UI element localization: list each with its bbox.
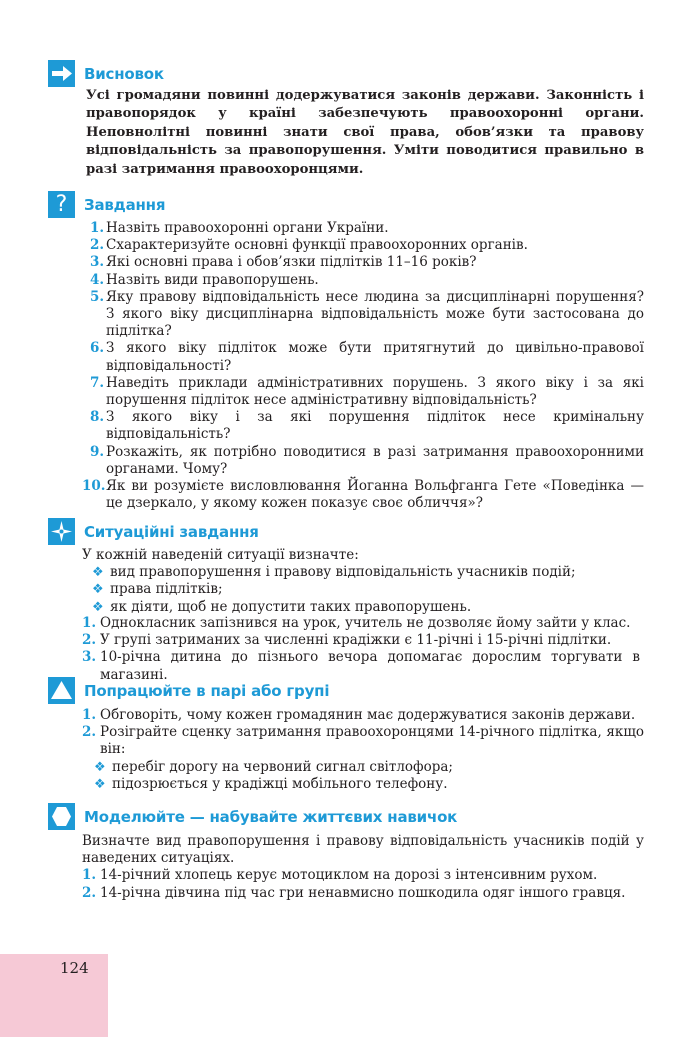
diamond-bullet-icon: ❖ bbox=[92, 599, 104, 615]
diamond-bullet-icon: ❖ bbox=[92, 565, 104, 581]
modeling-intro: Визначте вид правопорушення і правову відповідальність учасників подій у наведених ситуаціях. bbox=[82, 833, 644, 867]
pair-work-header bbox=[48, 677, 329, 704]
question-icon: ? bbox=[48, 191, 75, 218]
situational-list bbox=[82, 615, 640, 684]
diamond-bullet-icon: ❖ bbox=[92, 582, 104, 598]
list-item: 8. З якого віку і за які порушення підліток несе кримінальну відповідальність? bbox=[90, 409, 644, 443]
triangle-icon bbox=[48, 677, 75, 704]
modeling-header bbox=[48, 803, 457, 830]
conclusion-header bbox=[48, 60, 164, 87]
conclusion-title: Висновок bbox=[84, 64, 164, 83]
list-item: 4. Назвіть види правопорушень. bbox=[90, 271, 319, 288]
list-item: 1. Обговоріть, чому кожен громадянин має додержуватися законів держави. bbox=[82, 707, 636, 723]
page-corner-decoration bbox=[0, 954, 108, 1037]
situational-body bbox=[82, 547, 644, 616]
tasks-header bbox=[48, 191, 165, 218]
list-item: 3. Які основні права і обов’язки підлітків 11–16 років? bbox=[90, 254, 477, 271]
list-item: 9. Розкажіть, як потрібно поводитися в разі затримання правоохоронними органами. Чому? bbox=[90, 443, 644, 477]
diamond-bullet-icon: ❖ bbox=[94, 776, 106, 792]
list-item: ❖ перебіг дорогу на червоний сигнал світлофора; bbox=[94, 758, 453, 775]
situational-bullets bbox=[82, 564, 644, 616]
list-item: 10. Як ви розумієте висловлювання Йоганна Вольфганга Гете «Поведінка — це дзеркало, у якому кожен показує своє обличчя»? bbox=[82, 478, 644, 512]
list-item: 6. З якого віку підліток може бути притягнутий до цивільно-правової відповідальності? bbox=[90, 340, 644, 374]
conclusion-text: Усі громадяни повинні додержуватися законів держави. Законність і правопорядок у країні забезпечують правоохоронні органи. Неповнолітні повинні знати свої права, обов’язки та правову відповідальність за правопорушення. Уміти поводитися правильно в разі затримання правоохоронцями. bbox=[86, 88, 644, 177]
list-item: ❖ вид правопорушення і правову відповідальність учасників подій; bbox=[92, 564, 576, 581]
list-item: 1. 14-річний хлопець керує мотоциклом на дорозі з інтенсивним рухом. bbox=[82, 867, 598, 884]
modeling-title: Моделюйте — набувайте життєвих навичок bbox=[84, 807, 458, 826]
compass-star-icon bbox=[48, 518, 75, 545]
pair-work-body bbox=[82, 707, 644, 793]
list-item: 3. 10-річна дитина до пізнього вечора допомагає дорослим торгувати в магазині. bbox=[82, 649, 640, 683]
pair-work-list bbox=[82, 707, 644, 759]
list-item: 2. Схарактеризуйте основні функції правоохоронних органів. bbox=[90, 237, 528, 254]
situational-header bbox=[48, 518, 259, 545]
modeling-body bbox=[82, 833, 644, 902]
modeling-list bbox=[82, 867, 644, 901]
situational-intro: У кожній наведеній ситуації визначте: bbox=[82, 547, 359, 563]
list-item: 7. Наведіть приклади адміністративних порушень. З якого віку і за які порушення підліток несе адміністративну відповідальність? bbox=[90, 374, 644, 409]
list-item: ❖ права підлітків; bbox=[92, 581, 223, 598]
diamond-bullet-icon: ❖ bbox=[94, 759, 106, 775]
arrow-right-icon bbox=[48, 60, 75, 87]
list-item: ❖ підозрюється у крадіжці мобільного телефону. bbox=[94, 775, 448, 792]
page-number: 124 bbox=[60, 959, 89, 977]
list-item: 2. Розіграйте сценку затримання правоохоронцями 14-річного підлітка, якщо він: bbox=[82, 724, 644, 758]
list-item: 2. У групі затриманих за численні крадіжки є 11-річні і 15-річні підлітки. bbox=[82, 632, 612, 649]
list-item: 1. Однокласник запізнився на урок, учитель не дозволяє йому зайти у клас. bbox=[82, 615, 631, 631]
tasks-title: Завдання bbox=[84, 195, 166, 214]
situational-title: Ситуаційні завдання bbox=[84, 522, 259, 541]
pair-work-bullets bbox=[82, 759, 644, 793]
list-item: 1. Назвіть правоохоронні органи України. bbox=[90, 220, 389, 236]
list-item: 5. Яку правову відповідальність несе людина за дисциплінарні порушення? З якого віку дисциплінарна відповідальність може бути застосована до підлітка? bbox=[90, 288, 644, 340]
list-item: ❖ як діяти, щоб не допустити таких правопорушень. bbox=[92, 598, 472, 615]
pair-work-title: Попрацюйте в парі або групі bbox=[84, 681, 330, 700]
tasks-list bbox=[82, 220, 644, 512]
hexagon-icon bbox=[48, 803, 75, 830]
list-item: 2. 14-річна дівчина під час гри ненавмисно пошкодила одяг іншого гравця. bbox=[82, 884, 626, 901]
